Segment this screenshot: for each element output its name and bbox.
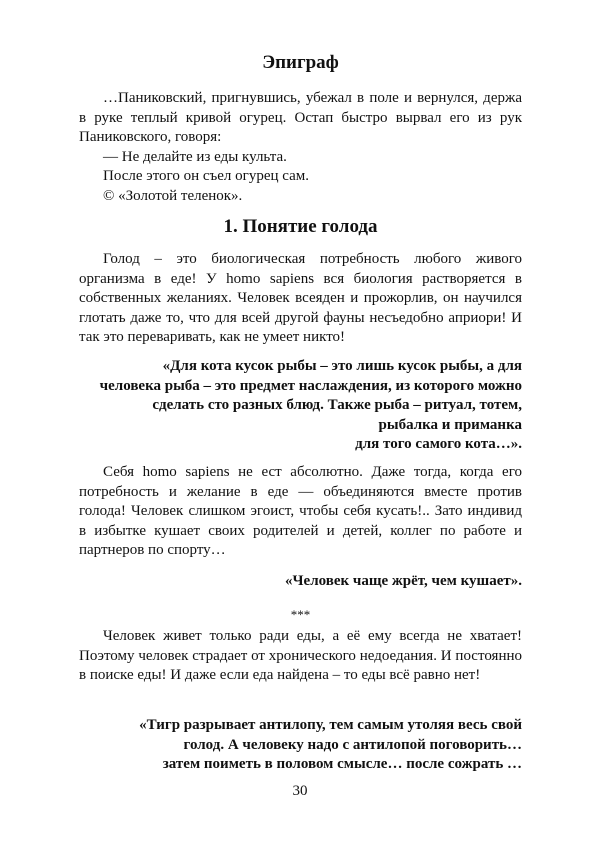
quote-line: для того самого кота…».: [355, 436, 522, 452]
epigraph-text: [79, 89, 522, 206]
quote-line: голод. А человеку надо с антилопой поговорить…: [183, 736, 522, 753]
quote-cat-fish: [79, 357, 522, 455]
paragraph-text: Голод – это биологическая потребность любого живого организма в еде! У homo sapiens вся биология растворяется в собственных желаниях. Человек всеяден и прожорлив, он научился глотать даже то, что для всей другой фауны несъедобно априори! И так это переваривать, как не умеет никто!: [79, 251, 522, 345]
page-number: 30: [292, 783, 308, 799]
quote-line: сделать сто разных блюд. Также рыба – ритуал, тотем,: [152, 397, 522, 413]
quote-eats: [79, 572, 522, 592]
paragraph-text: Человек живет только ради еды, а её ему всегда не хватает! Поэтому человек страдает от хронического недоедания. И постоянно в поиске еды! И даже если еда найдена – то еды всё равно нет!: [79, 628, 522, 683]
paragraph-text: Себя homo sapiens не ест абсолютно. Даже тогда, когда его потребность и желание в еде — объединяются вместе против голода! Человек слишком эгоист, чтобы себя кусать!.. Зато индивид в избытке кушает своих родителей и детей, коллег по работе и партнеров по спорту…: [79, 464, 522, 558]
section-heading: [79, 215, 522, 239]
quote-tiger: [79, 716, 522, 775]
section-separator: [79, 606, 522, 624]
paragraph-1: [79, 250, 522, 348]
quote-line: рыбалка и приманка: [378, 416, 522, 433]
epigraph-dialogue-line: — Не делайте из еды культа.: [103, 148, 287, 165]
quote-line: «Тигр разрывает антилопу, тем самым утоляя весь свой: [139, 717, 522, 733]
separator-stars: ***: [290, 607, 311, 622]
epigraph-paragraph: …Паниковский, пригнувшись, убежал в поле и вернулся, держа в руке теплый кривой огурец. Остап быстро вырвал его из рук Паниковского, говоря:: [79, 90, 522, 145]
epigraph-line: После этого он съел огурец сам.: [103, 168, 309, 184]
quote-line: «Человек чаще жрёт, чем кушает».: [285, 573, 522, 589]
paragraph-2: [79, 463, 522, 561]
epigraph-title: Эпиграф: [262, 52, 339, 73]
quote-line: затем поиметь в половом смысле… после сожрать …: [162, 756, 522, 772]
epigraph-source: © «Золотой теленок».: [103, 187, 243, 204]
epigraph-heading: [79, 51, 522, 75]
quote-line: человека рыба – это предмет наслаждения, из которого можно: [99, 377, 522, 394]
section-title: 1. Понятие голода: [223, 216, 378, 237]
paragraph-3: [79, 627, 522, 686]
quote-line: «Для кота кусок рыбы – это лишь кусок рыбы, а для: [162, 358, 522, 374]
